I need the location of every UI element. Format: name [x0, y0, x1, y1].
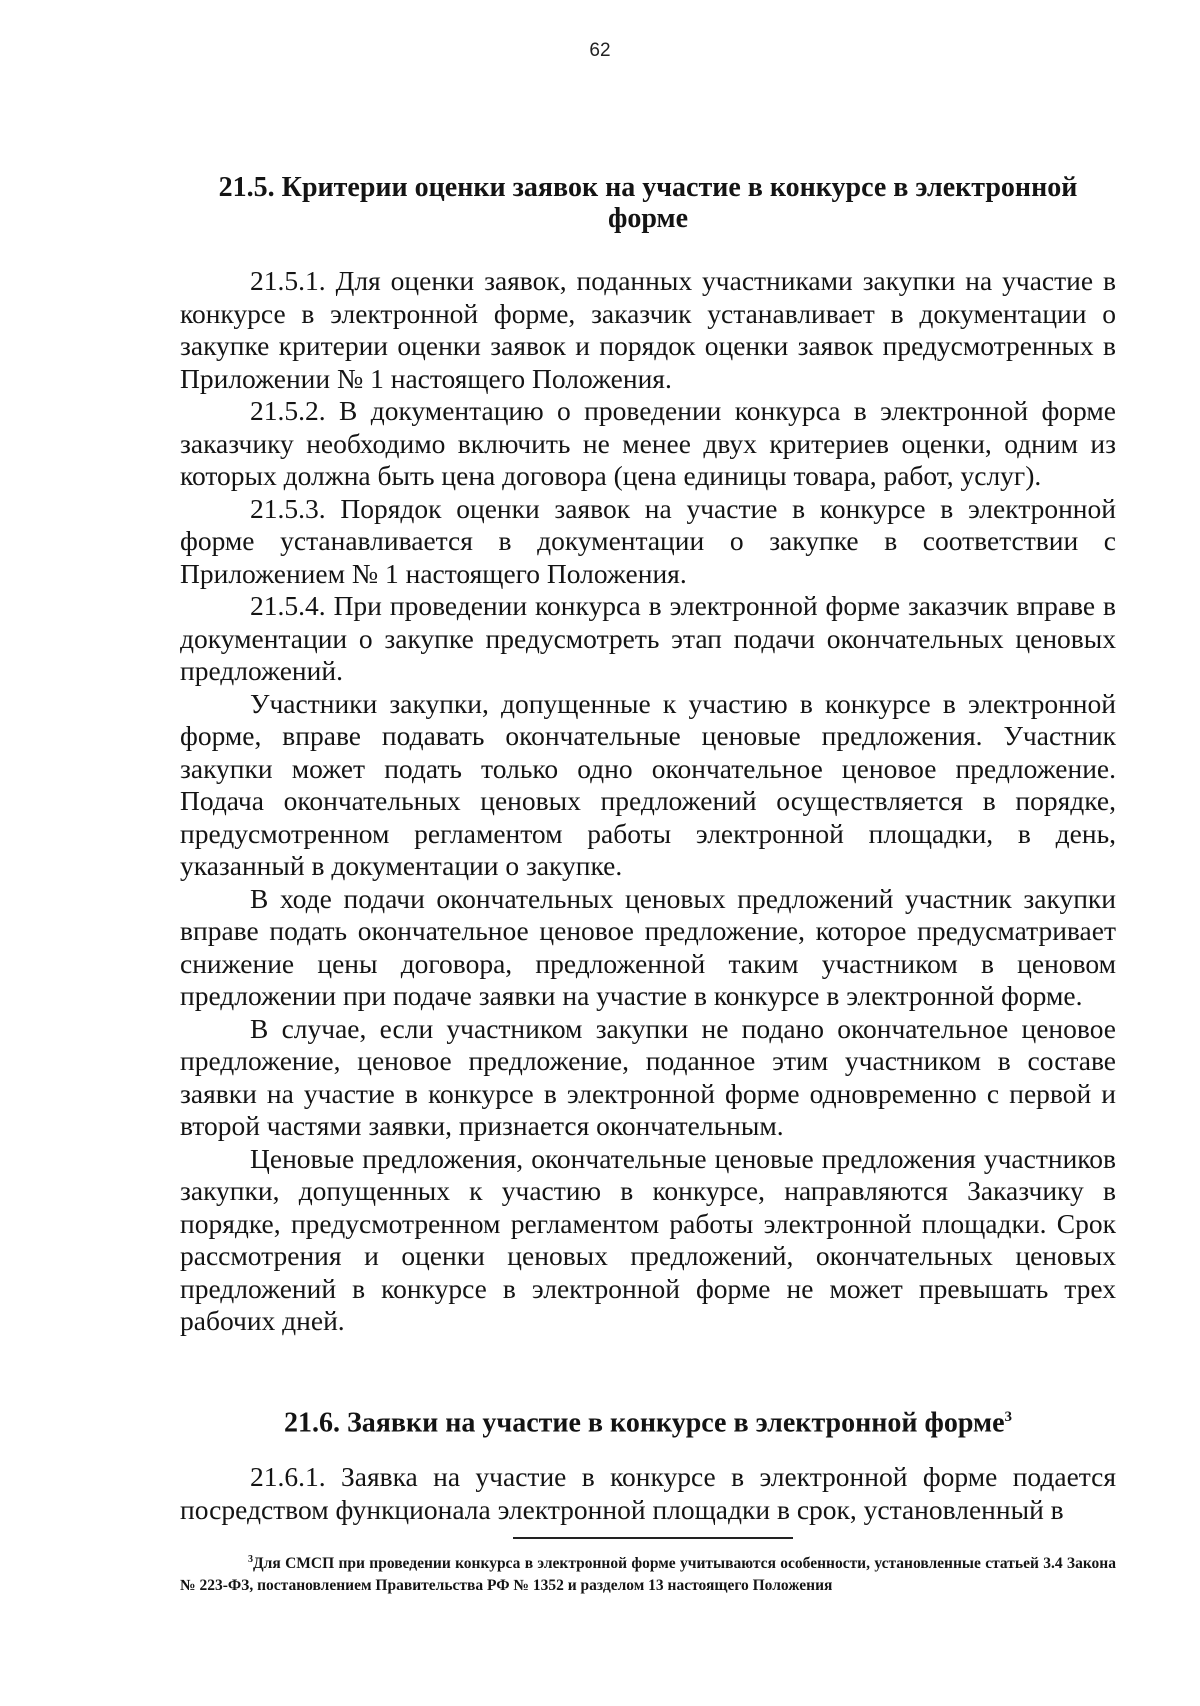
- page-number: 62: [589, 40, 611, 61]
- paragraph: 21.6.1. Заявка на участие в конкурсе в электронной форме подается посредством функционала электронной площадки в срок, установленный в: [180, 1461, 1116, 1525]
- section-body-21-5: [180, 265, 1116, 1338]
- section-heading-text: 21.6. Заявки на участие в конкурсе в электронной форме: [283, 1407, 1005, 1439]
- footnote: [180, 1549, 1116, 1597]
- paragraph: Ценовые предложения, окончательные ценовые предложения участников закупки, допущенных к участию в конкурсе, направляются Заказчику в порядке, предусмотренном регламентом работы электронной площадки. Срок рассмотрения и оценки ценовых предложений, окончательных ценовых предложений в конкурсе в электронной форме не может превышать трех рабочих дней.: [180, 1142, 1116, 1336]
- footnote-mark: 3: [248, 1554, 253, 1565]
- section-body-21-6: [180, 1461, 1116, 1526]
- paragraph: 21.5.4. При проведении конкурса в электронной форме заказчик вправе в документации о закупке предусмотреть этап подачи окончательных ценовых предложений.: [180, 590, 1116, 686]
- paragraph: 21.5.2. В документацию о проведении конкурса в электронной форме заказчику необходимо включить не менее двух критериев оценки, одним из которых должна быть цена договора (цена единицы товара, работ, услуг).: [180, 395, 1116, 491]
- footnote-text: Для СМСП при проведении конкурса в электронной форме учитываются особенности, установленные статьей 3.4 Закона № 223-ФЗ, постановлением Правительства РФ № 1352 и разделом 13 настоящего Положения: [180, 1555, 1116, 1595]
- paragraph: Участники закупки, допущенные к участию в конкурсе в электронной форме, вправе подавать окончательные ценовые предложения. Участник закупки может подать только одно окончательное ценовое предложение. Подача окончательных ценовых предложений осуществляется в порядке, предусмотренном регламентом работы электронной площадки, в день, указанный в документации о закупке.: [180, 687, 1116, 881]
- paragraph: 21.5.3. Порядок оценки заявок на участие в конкурсе в электронной форме устанавливается в документации о закупке в соответствии с Приложением № 1 настоящего Положения.: [180, 492, 1116, 589]
- paragraph: В ходе подачи окончательных ценовых предложений участник закупки вправе подать окончательное ценовое предложение, которое предусматривает снижение цены договора, предложенной таким участником в ценовом предложении при подаче заявки на участие в конкурсе в электронной форме.: [180, 882, 1116, 1011]
- paragraph: В случае, если участником закупки не подано окончательное ценовое предложение, ценовое предложение, поданное этим участником в составе заявки на участие в конкурсе в электронной форме одновременно с первой и второй частями заявки, признается окончательным.: [180, 1012, 1116, 1141]
- section-heading-21-5: 21.5. Критерии оценки заявок на участие в конкурсе в электронной форме: [218, 172, 1078, 234]
- footnote-reference: 3: [1004, 1409, 1013, 1425]
- paragraph: 21.5.1. Для оценки заявок, поданных участниками закупки на участие в конкурсе в электронной форме, заказчик устанавливает в документации о закупке критерии оценки заявок и порядок оценки заявок предусмотренных в Приложении № 1 настоящего Положения.: [180, 265, 1116, 394]
- footnote-divider: [513, 1537, 793, 1539]
- section-heading-21-6: [180, 1402, 1116, 1438]
